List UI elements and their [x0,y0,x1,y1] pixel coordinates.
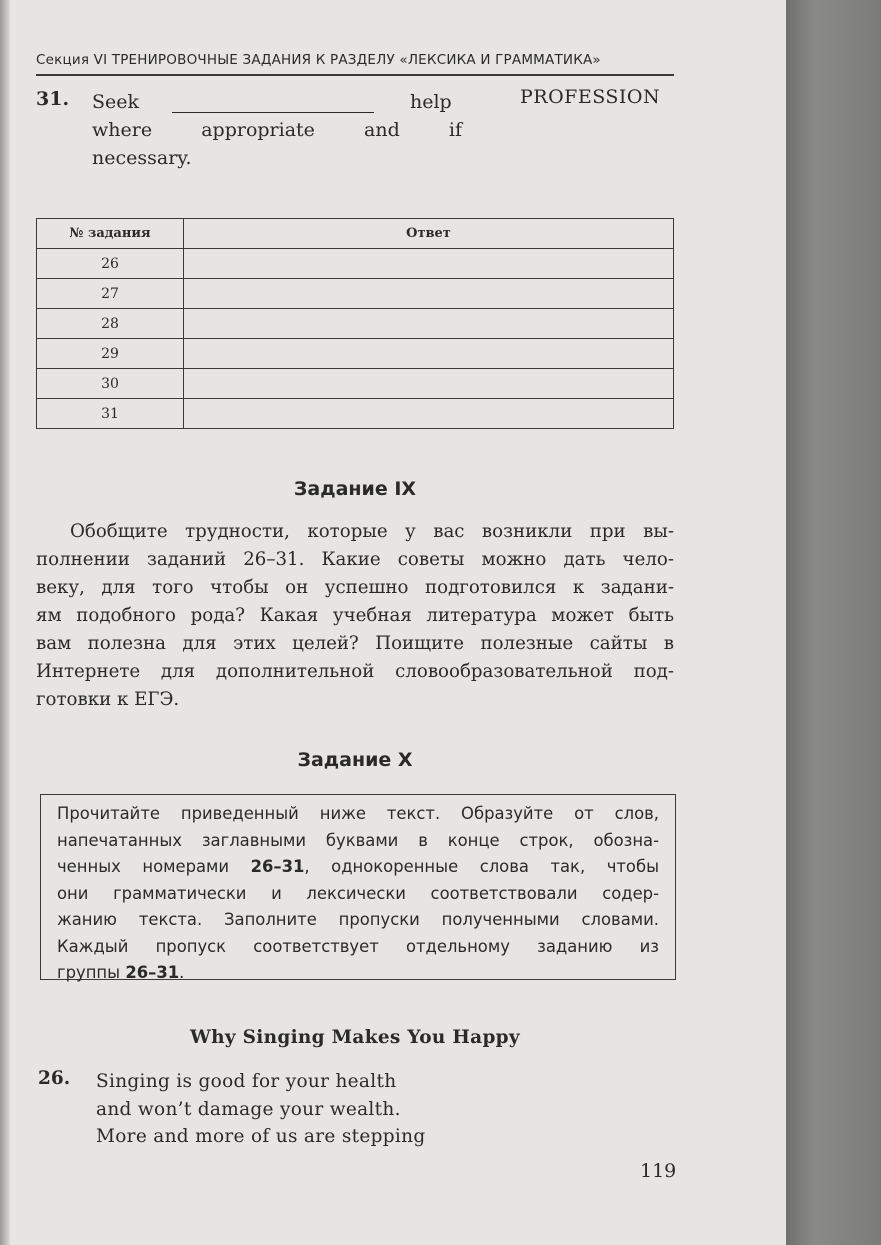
scan-background-edge [786,0,881,1245]
answer-table-task-number: 30 [37,369,184,399]
poem-line: and won’t damage your wealth. [96,1098,401,1120]
answer-table-answer-cell[interactable] [184,369,674,399]
task-9-title: Задание IX [293,478,417,500]
answer-table-header-row [37,219,674,249]
instruction-line [57,960,659,987]
instruction-text: ченных номерами [57,857,251,876]
answer-table-header-task-number: № задания [37,219,184,249]
task-9-line: готовки к ЕГЭ. [36,689,180,710]
question-31-word: appropriate [201,119,315,141]
task-10-instruction-box [40,794,676,980]
instruction-task-range: 26–31 [250,857,305,876]
task-9-line: ям подобного рода? Какая учебная литература может быть [36,605,674,626]
answer-table-task-number: 31 [37,399,184,429]
instruction-line: Прочитайте приведенный ниже текст. Образуйте от слов, [57,804,659,823]
instruction-line: напечатанных заглавными буквами в конце строк, обозна- [57,830,659,850]
poem-lines [96,1068,425,1151]
answer-table-answer-cell[interactable] [184,399,674,429]
question-31-number: 31. [36,88,70,110]
instruction-line: Каждый пропуск соответствует отдельному заданию из [57,936,659,956]
answer-table-answer-cell[interactable] [184,309,674,339]
instruction-task-range: 26–31 [125,963,180,982]
question-31-word: if [448,119,462,141]
instruction-text: группы [57,963,126,982]
page-spine-shadow [0,0,10,1245]
instruction-text: , однокоренные слова так, чтобы [304,857,660,876]
task-9-line: Обобщите трудности, которые у вас возникли при вы- [70,521,674,542]
answer-table-row [37,249,674,279]
answer-table-task-number: 29 [37,339,184,369]
task-9-line: Интернете для дополнительной словообразовательной под- [36,661,674,682]
answer-table-row [37,309,674,339]
answer-table-header-answer: Ответ [184,219,674,249]
answer-table-row [37,369,674,399]
task-9-line: полнении заданий 26–31. Какие советы можно дать чело- [36,549,674,570]
page-number: 119 [640,1160,677,1182]
question-31-word: and [364,119,400,141]
task-9-line: веку, для того чтобы он успешно подготовился к задани- [36,577,674,598]
answer-table-answer-cell[interactable] [184,249,674,279]
task-9-line: вам полезна для этих целей? Поищите полезные сайты в [36,633,674,654]
answer-table-row [37,279,674,309]
poem-question-number: 26. [38,1068,71,1089]
question-31-line-2 [92,116,462,144]
answer-table-row [37,399,674,429]
header-rule [36,74,674,76]
answer-table-answer-cell[interactable] [184,279,674,309]
poem-line: Singing is good for your health [96,1071,397,1092]
question-31-line-3: necessary. [92,147,192,169]
task-10-title: Задание X [297,749,413,771]
instruction-line: жанию текста. Заполните пропуски полученными словами. [57,910,659,929]
question-31-word: where [92,119,153,141]
answer-table-row [37,339,674,369]
poem-line: More and more of us are stepping [96,1126,426,1147]
answer-table-task-number: 28 [37,309,184,339]
answer-table [36,218,674,429]
running-header: Секция VI ТРЕНИРОВОЧНЫЕ ЗАДАНИЯ К РАЗДЕЛУ «ЛЕКСИКА И ГРАММАТИКА» [36,52,601,68]
question-31-word-seek: Seek [92,91,140,113]
instruction-line [57,854,659,881]
poem-title: Why Singing Makes You Happy [190,1027,520,1048]
question-31-keyword: PROFESSION [520,86,661,108]
answer-table-task-number: 27 [37,279,184,309]
question-31-word-help: help [410,91,452,113]
answer-table-task-number: 26 [37,249,184,279]
question-31-blank[interactable] [172,112,374,113]
answer-table-answer-cell[interactable] [184,339,674,369]
instruction-text: . [179,963,185,982]
task-9-body [36,518,674,714]
instruction-line: они грамматически и лексически соответствовали содер- [57,883,659,903]
